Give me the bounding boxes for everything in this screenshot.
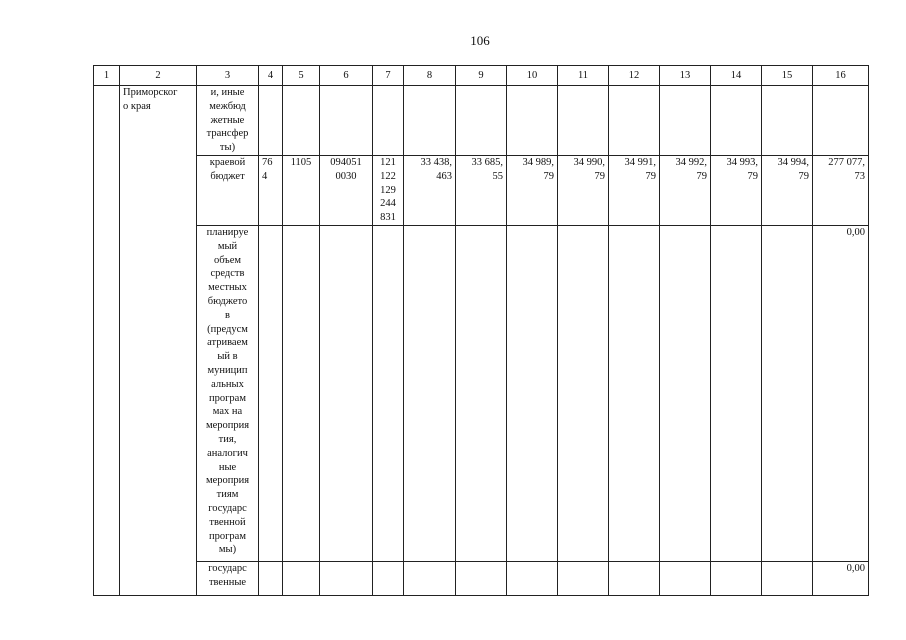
amount-cell: 34 994, 79 [762,156,813,226]
table-cell [609,225,660,561]
total-amount-cell: 0,00 [813,225,869,561]
budget-table [93,65,869,596]
table-cell [558,225,609,561]
header-cell: 10 [507,66,558,86]
table-cell [320,86,373,156]
header-cell: 1 [94,66,120,86]
table-cell [507,561,558,595]
table-cell [404,86,456,156]
header-cell: 5 [283,66,320,86]
header-cell: 12 [609,66,660,86]
table-cell [320,225,373,561]
funding-source-cell: планируе мый объем средств местных бюджето в (предусм атриваем ый в муницип альных програм мах на мероприя тия, аналогич ные мероприя тиям государс твенной програм мы) [197,225,259,561]
table-cell [660,86,711,156]
table-row [94,561,869,595]
table-cell [507,225,558,561]
code-cell: 094051 0030 [320,156,373,226]
table-cell [283,225,320,561]
table-cell [711,561,762,595]
header-cell: 8 [404,66,456,86]
amount-cell: 34 991, 79 [609,156,660,226]
table-cell [373,561,404,595]
code-cell: 76 4 [259,156,283,226]
table-row [94,86,869,156]
table-row [94,156,869,226]
table-cell [373,86,404,156]
table-cell [456,225,507,561]
table-cell [762,225,813,561]
table-cell [762,86,813,156]
header-row [94,66,869,86]
amount-cell: 34 992, 79 [660,156,711,226]
table-cell [711,86,762,156]
region-cell: Приморског о края [120,86,197,596]
table-cell [320,561,373,595]
table-cell [456,561,507,595]
funding-source-cell: государс твенные [197,561,259,595]
table-cell [259,225,283,561]
table-cell [283,86,320,156]
header-cell: 3 [197,66,259,86]
amount-cell: 34 989, 79 [507,156,558,226]
table-cell [711,225,762,561]
amount-cell: 34 993, 79 [711,156,762,226]
header-cell: 7 [373,66,404,86]
header-cell: 11 [558,66,609,86]
amount-cell: 33 438, 463 [404,156,456,226]
table-cell [609,86,660,156]
amount-cell: 33 685, 55 [456,156,507,226]
table-cell [283,561,320,595]
total-amount-cell: 0,00 [813,561,869,595]
table-cell [259,561,283,595]
table-cell [404,225,456,561]
page-number: 106 [470,33,490,48]
code-cell: 121 122 129 244 831 [373,156,404,226]
header-cell: 14 [711,66,762,86]
table-cell [558,561,609,595]
funding-source-cell: краевой бюджет [197,156,259,226]
table-cell [507,86,558,156]
header-cell: 15 [762,66,813,86]
funding-source-cell: и, иные межбюд жетные трансфер ты) [197,86,259,156]
table-cell [373,225,404,561]
header-cell: 4 [259,66,283,86]
header-cell: 2 [120,66,197,86]
header-cell: 13 [660,66,711,86]
code-cell: 1105 [283,156,320,226]
header-cell: 16 [813,66,869,86]
table-cell [558,86,609,156]
total-amount-cell: 277 077, 73 [813,156,869,226]
table-cell [609,561,660,595]
table-cell [94,86,120,596]
table-cell [813,86,869,156]
header-cell: 6 [320,66,373,86]
amount-cell: 34 990, 79 [558,156,609,226]
table-cell [660,225,711,561]
header-cell: 9 [456,66,507,86]
table-cell [456,86,507,156]
table-cell [259,86,283,156]
table-row [94,225,869,561]
table-cell [762,561,813,595]
table-cell [404,561,456,595]
table-cell [660,561,711,595]
